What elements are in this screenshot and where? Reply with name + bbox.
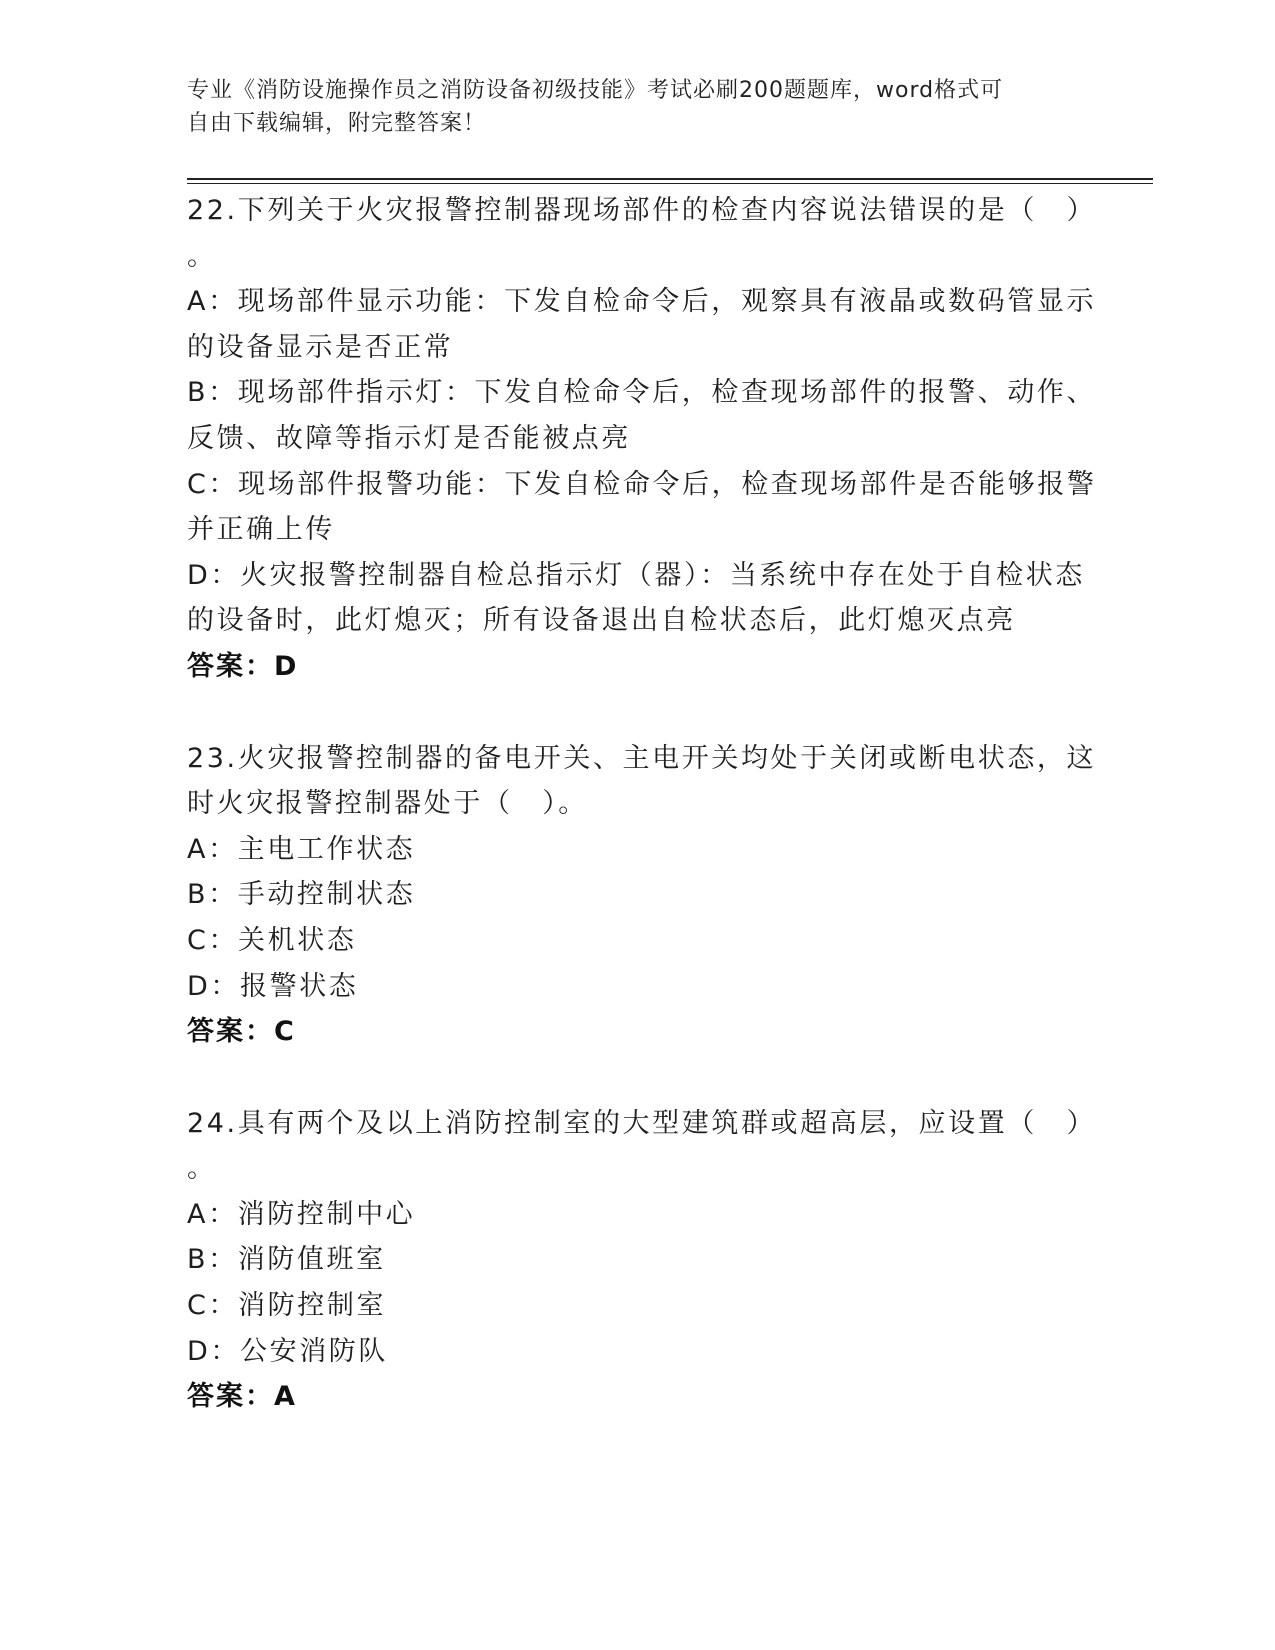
option-c: C：消防控制室 (187, 1290, 387, 1322)
option-b: B：消防值班室 (187, 1244, 386, 1276)
option-line: 反馈、故障等指示灯是否能被点亮 (187, 422, 631, 454)
header-divider-thick (187, 178, 1153, 180)
option-line: 的设备显示是否正常 (187, 331, 454, 363)
option-c: C：关机状态 (187, 924, 357, 956)
option-line: 并正确上传 (187, 514, 335, 546)
option-line: B：现场部件指示灯：下发自检命令后，检查现场部件的报警、动作、 (187, 377, 1097, 409)
option-line: 的设备时，此灯熄灭；所有设备退出自检状态后，此灯熄灭点亮 (187, 605, 1016, 637)
question-23 (187, 736, 1097, 1055)
option-line: A：现场部件显示功能：下发自检命令后，观察具有液晶或数码管显示 (187, 286, 1097, 318)
option-b (187, 370, 1097, 461)
answer-label: 答案：D (187, 650, 299, 682)
option-line: C：现场部件报警功能：下发自检命令后，检查现场部件是否能够报警 (187, 468, 1097, 500)
question-stem-line: 。 (187, 240, 214, 272)
document-header (187, 74, 1067, 140)
option-d: D：报警状态 (187, 970, 359, 1002)
option-a: A：消防控制中心 (187, 1198, 416, 1230)
option-a (187, 279, 1097, 370)
option-b: B：手动控制状态 (187, 879, 416, 911)
option-d: D：公安消防队 (187, 1335, 388, 1367)
answer-label: 答案：A (187, 1381, 297, 1413)
header-line-1: 专业《消防设施操作员之消防设备初级技能》考试必刷200题题库，word格式可 (187, 78, 1004, 103)
question-spacer (187, 1055, 1067, 1101)
question-stem-line: 23.火灾报警控制器的备电开关、主电开关均处于关闭或断电状态，这 (187, 742, 1097, 774)
question-24 (187, 1101, 1097, 1420)
option-d (187, 553, 1085, 644)
question-spacer (187, 690, 1067, 736)
question-stem-line: 。 (187, 1153, 214, 1185)
option-c (187, 462, 1097, 553)
question-list (187, 188, 1097, 1420)
option-line: D：火灾报警控制器自检总指示灯（器）：当系统中存在处于自检状态 (187, 559, 1085, 591)
header-divider-thin (187, 183, 1153, 184)
answer-label: 答案：C (187, 1016, 296, 1048)
header-line-2: 自由下载编辑，附完整答案！ (187, 111, 487, 136)
question-22 (187, 188, 1097, 690)
question-stem-line: 22.下列关于火灾报警控制器现场部件的检查内容说法错误的是（ ） (187, 195, 1097, 226)
question-stem-line: 时火灾报警控制器处于（ ）。 (187, 788, 588, 820)
option-a: A：主电工作状态 (187, 833, 416, 865)
question-stem-line: 24.具有两个及以上消防控制室的大型建筑群或超高层，应设置（ ） (187, 1107, 1097, 1139)
